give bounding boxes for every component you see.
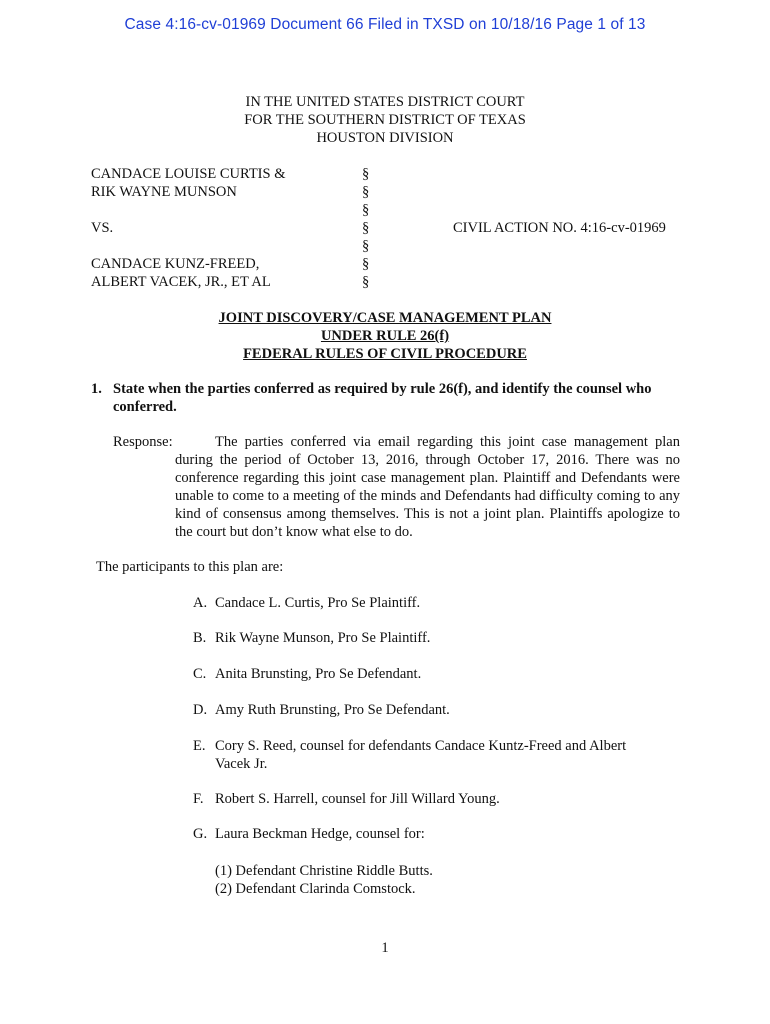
participant-text: Rik Wayne Munson, Pro Se Plaintiff. [215, 630, 431, 646]
participant-letter: A. [193, 595, 208, 611]
participant-item [193, 629, 663, 647]
participant-letter: D. [193, 702, 208, 718]
defendant-line-2: ALBERT VACEK, JR., ET AL [91, 274, 271, 290]
court-heading [0, 93, 770, 147]
document-title [0, 309, 770, 363]
participant-item [193, 737, 663, 773]
response-label: Response: [113, 434, 173, 450]
court-line-1: IN THE UNITED STATES DISTRICT COURT [245, 94, 525, 110]
question-1 [91, 380, 691, 416]
participant-item [193, 701, 663, 719]
participant-text: Anita Brunsting, Pro Se Defendant. [215, 666, 422, 682]
participant-letter: C. [193, 666, 207, 682]
civil-action-number: CIVIL ACTION NO. 4:16-cv-01969 [453, 220, 666, 236]
participant-letter: G. [193, 826, 208, 842]
section-symbol: § [362, 166, 370, 182]
participant-letter: F. [193, 791, 204, 807]
participant-text: Robert S. Harrell, counsel for Jill Willard Young. [215, 791, 500, 807]
participant-item [193, 594, 663, 612]
section-symbol-column [362, 165, 369, 291]
page-number: 1 [381, 940, 389, 956]
participant-item [193, 665, 663, 683]
section-symbol: § [362, 202, 370, 218]
question-number: 1. [91, 381, 102, 397]
participant-text: Cory S. Reed, counsel for defendants Candace Kuntz-Freed and Albert Vacek Jr. [215, 738, 627, 772]
participant-text: Laura Beckman Hedge, counsel for: [215, 826, 425, 842]
participant-letter: E. [193, 738, 206, 754]
court-line-2: FOR THE SOUTHERN DISTRICT OF TEXAS [244, 112, 526, 128]
court-line-3: HOUSTON DIVISION [316, 130, 454, 146]
defendant-line-1: CANDACE KUNZ-FREED, [91, 256, 260, 272]
plaintiff-line-1: CANDACE LOUISE CURTIS & [91, 166, 286, 182]
section-symbol: § [362, 238, 370, 254]
section-symbol: § [362, 220, 370, 236]
participant-text: Amy Ruth Brunsting, Pro Se Defendant. [215, 702, 450, 718]
title-line-1: JOINT DISCOVERY/CASE MANAGEMENT PLAN [218, 310, 552, 326]
section-symbol: § [362, 274, 370, 290]
section-symbol: § [362, 184, 370, 200]
participants-intro: The participants to this plan are: [96, 559, 284, 575]
title-line-2: UNDER RULE 26(f) [320, 328, 450, 344]
response-text: The parties conferred via email regarding this joint case management plan during the period of October 13, 2016, through October 17, 2016. There was no conference regarding this joint case management plan. Plaintiff and Defendants were unable to come to a meeting of the minds and Defendants had difficulty coming to any kind of consensus among themselves. This is not a joint plan. Plaintiffs apologize to the court but don’t know what else to do. [175, 434, 680, 540]
plaintiff-line-2: RIK WAYNE MUNSON [91, 184, 237, 200]
versus-label: VS. [91, 220, 114, 236]
participant-text: Candace L. Curtis, Pro Se Plaintiff. [215, 595, 421, 611]
participant-letter: B. [193, 630, 207, 646]
participant-item [193, 790, 663, 808]
sub-item: (2) Defendant Clarinda Comstock. [215, 881, 416, 897]
ecf-header-stamp: Case 4:16-cv-01969 Document 66 Filed in TXSD on 10/18/16 Page 1 of 13 [124, 16, 646, 33]
case-caption-parties [91, 165, 285, 291]
sub-item: (1) Defendant Christine Riddle Butts. [215, 863, 433, 879]
title-line-3: FEDERAL RULES OF CIVIL PROCEDURE [243, 346, 527, 362]
participant-item [193, 825, 663, 843]
section-symbol: § [362, 256, 370, 272]
question-text: State when the parties conferred as required by rule 26(f), and identify the counsel who conferred. [113, 381, 652, 415]
